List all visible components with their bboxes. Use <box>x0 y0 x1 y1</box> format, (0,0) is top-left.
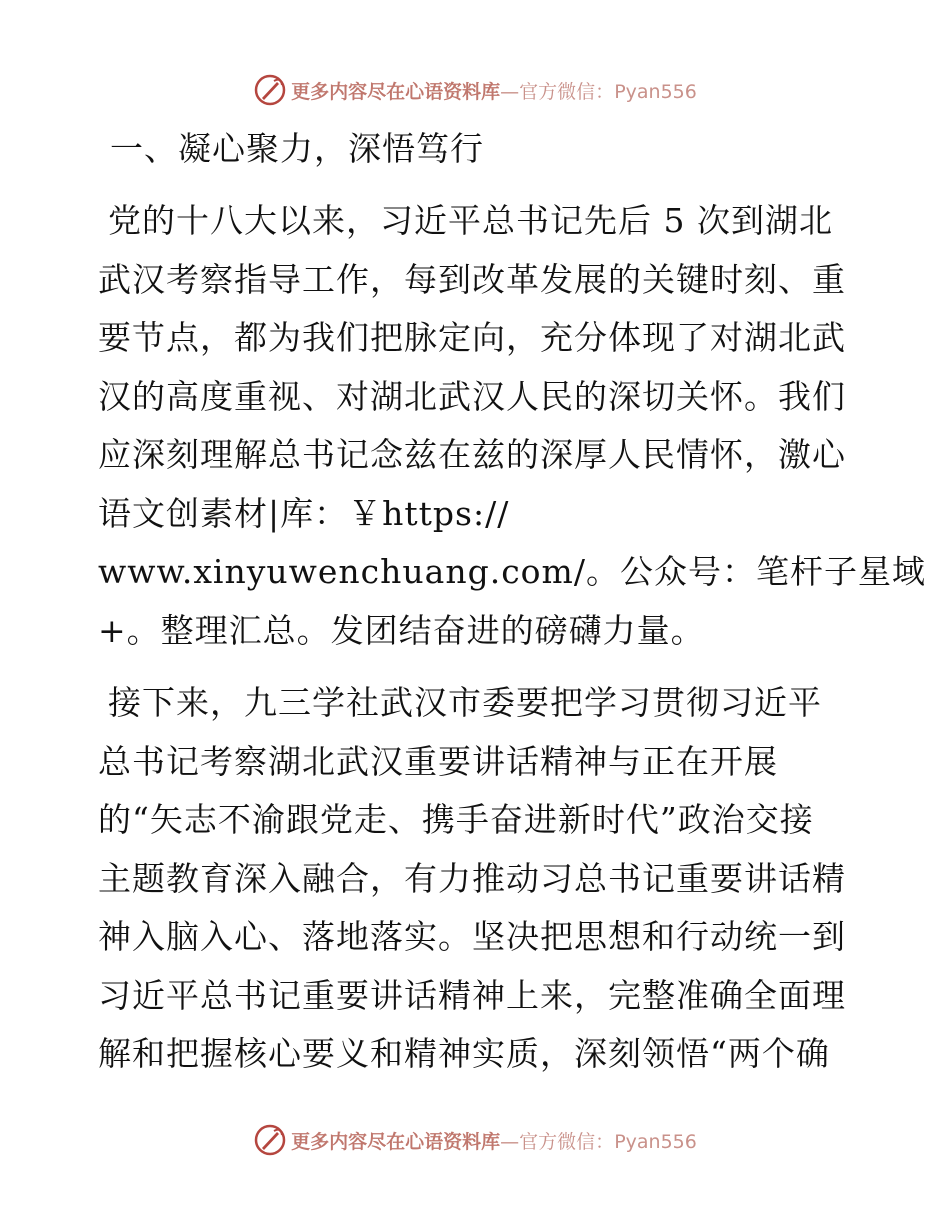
section-heading: 一、凝心聚力，深悟笃行 <box>110 129 484 168</box>
paragraph-line: 应深刻理解总书记念兹在兹的深厚人民情怀，激心 <box>98 435 846 474</box>
paragraph-line: www.xinyuwenchuang.com/。公众号：笔杆子星域 <box>98 552 926 591</box>
banner-separator-text: —官方微信： <box>500 1130 615 1153</box>
paragraph-line: 的“矢志不渝跟党走、携手奋进新时代”政治交接 <box>98 800 814 839</box>
paragraph-line: 习近平总书记重要讲话精神上来，完整准确全面理 <box>98 975 846 1015</box>
paragraph-line: 要节点，都为我们把脉定向，充分体现了对湖北武 <box>98 318 846 357</box>
paragraph-line: 武汉考察指导工作，每到改革发展的关键时刻、重 <box>98 259 846 299</box>
banner-main-text: 更多内容尽在心语资料库 <box>291 1130 501 1153</box>
paragraph-2 <box>98 674 858 1084</box>
paragraph-line: 主题教育深入融合，有力推动习总书记重要讲话精 <box>98 858 846 898</box>
paragraph-line: 接下来，九三学社武汉市委要把学习贯彻习近平 <box>108 683 822 722</box>
document-body <box>98 120 926 1098</box>
paragraph-line: 党的十八大以来，习近平总书记先后 5 次到湖北 <box>108 201 833 240</box>
paragraph-1 <box>98 192 926 660</box>
quill-logo-icon <box>253 1123 287 1157</box>
banner-wechat-id: Pyan556 <box>614 80 697 103</box>
footer-watermark-banner <box>0 1120 950 1160</box>
paragraph-line: 汉的高度重视、对湖北武汉人民的深切关怀。我们 <box>98 376 846 416</box>
banner-text <box>291 1127 697 1154</box>
banner-wechat-id: Pyan556 <box>614 1130 697 1153</box>
paragraph-line: 解和把握核心要义和精神实质，深刻领悟“两个确 <box>98 1034 830 1073</box>
header-watermark-banner <box>0 70 950 110</box>
paragraph-line: 总书记考察湖北武汉重要讲话精神与正在开展 <box>98 741 778 781</box>
banner-text <box>291 77 697 104</box>
quill-logo-icon <box>253 73 287 107</box>
banner-main-text: 更多内容尽在心语资料库 <box>291 80 501 103</box>
paragraph-line: +。整理汇总。发团结奋进的磅礴力量。 <box>98 610 705 650</box>
paragraph-line: 语文创素材|库：￥https:// <box>98 493 510 533</box>
banner-separator-text: —官方微信： <box>500 80 615 103</box>
paragraph-line: 神入脑入心、落地落实。坚决把思想和行动统一到 <box>98 917 846 956</box>
